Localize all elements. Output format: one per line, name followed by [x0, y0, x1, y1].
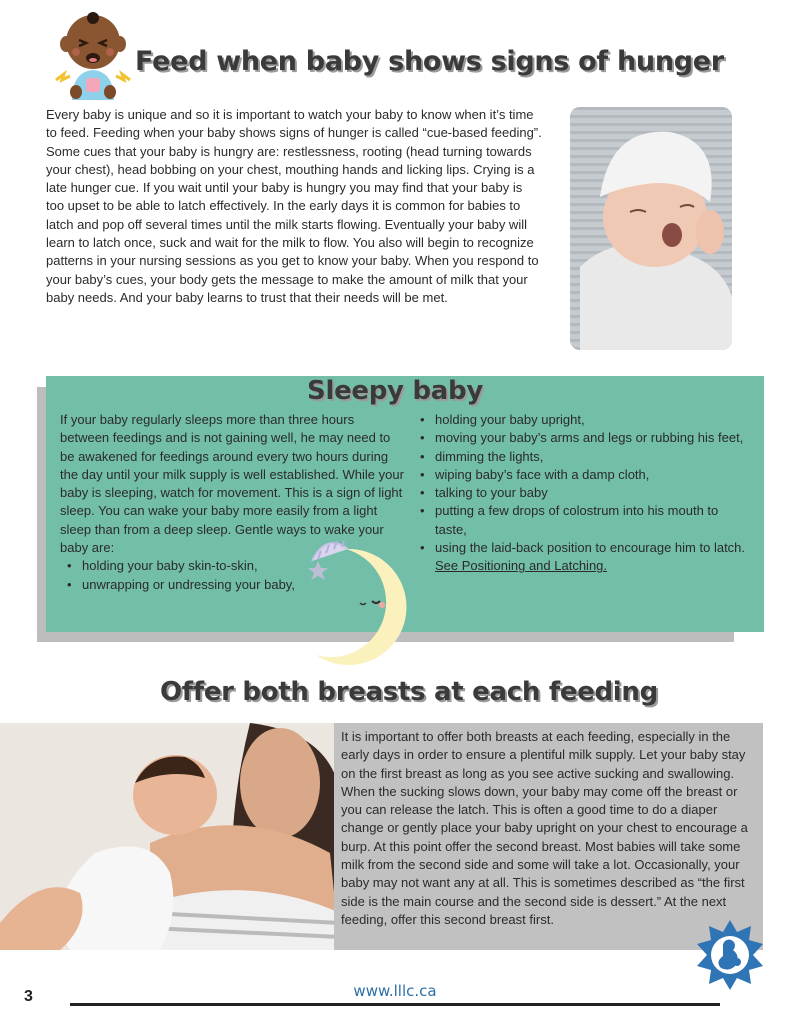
lllc-logo-icon	[693, 918, 767, 992]
breastfeeding-photo	[0, 723, 340, 950]
sleepy-heading: Sleepy baby	[307, 376, 483, 406]
positioning-latching-link[interactable]: See Positioning and Latching.	[435, 558, 608, 574]
list-item: • holding your baby upright,	[413, 411, 748, 429]
footer-divider	[70, 1003, 720, 1006]
list-item: • unwrapping or undressing your baby,	[60, 576, 405, 594]
crying-baby-icon	[52, 8, 134, 104]
list-item: • putting a few drops of colostrum into his mouth to taste,	[413, 502, 748, 539]
yawning-baby-photo	[570, 107, 732, 350]
website-link[interactable]: www.lllc.ca	[353, 982, 437, 1000]
list-item: • holding your baby skin-to-skin,	[60, 557, 405, 575]
moon-icon	[306, 535, 410, 665]
sleepy-right-column	[413, 411, 748, 576]
breasts-paragraph: It is important to offer both breasts at each feeding, especially in the early days in order to ensure a plentiful milk supply. Let your baby stay on the first breast as long as you see active sucking and swallowing. When the sucking slows down, your baby may come off the breast or you can release the latch. This is often a good time to do a diaper change or gently place your baby upright on your chest to encourage a burp. At this point offer the second breast. Most babies will take some milk from the second side and some will take a lot. Occasionally, your baby may not want any at all. This is sometimes described as “the first side is the main course and the second side is dessert.” At the next feeding, offer this second breast first.	[341, 729, 748, 927]
list-item: • dimming the lights,	[413, 448, 748, 466]
list-item: • moving your baby’s arms and legs or rubbing his feet,	[413, 429, 748, 447]
sleepy-intro: If your baby regularly sleeps more than three hours between feedings and is not gaining well, he may need to be awakened for feedings around every two hours during the day until your milk supply is well established. While your baby is sleeping, watch for movement. This is a sign of light sleep. You can wake your baby more easily from a light sleep than from a deep sleep. Gentle ways to wake your baby are:	[60, 412, 404, 556]
breasts-heading: Offer both breasts at each feeding	[160, 677, 658, 707]
list-item-text: using the laid-back position to encourage him to latch.	[435, 540, 746, 556]
list-item: • wiping baby’s face with a damp cloth,	[413, 466, 748, 484]
list-item	[413, 539, 748, 576]
hunger-heading: Feed when baby shows signs of hunger	[135, 46, 724, 77]
list-item: • talking to your baby	[413, 484, 748, 502]
page-number: 3	[24, 988, 33, 1005]
hunger-paragraph: Every baby is unique and so it is important to watch your baby to know when it’s time to feed. Feeding when your baby shows signs of hunger is called “cue-based feeding”. Some cues that your baby is hungry are: restlessness, rooting (head turning towards your chest), head bobbing on your chest, mouthing hands and licking lips. Crying is a late hunger cue. If you wait until your baby is hungry you may find that your baby is too upset to be able to latch effectively. In the early days it is common for babies to latch and pop off several times until the milk starts flowing. Eventually your baby will learn to latch once, suck and wait for the milk to flow. You also will begin to recognize patterns in your nursing sessions as you get to know your baby. When you respond to your baby’s cues, your body gets the message to make the amount of milk that your baby needs. And your baby learns to trust that their needs will be met.	[46, 107, 542, 305]
